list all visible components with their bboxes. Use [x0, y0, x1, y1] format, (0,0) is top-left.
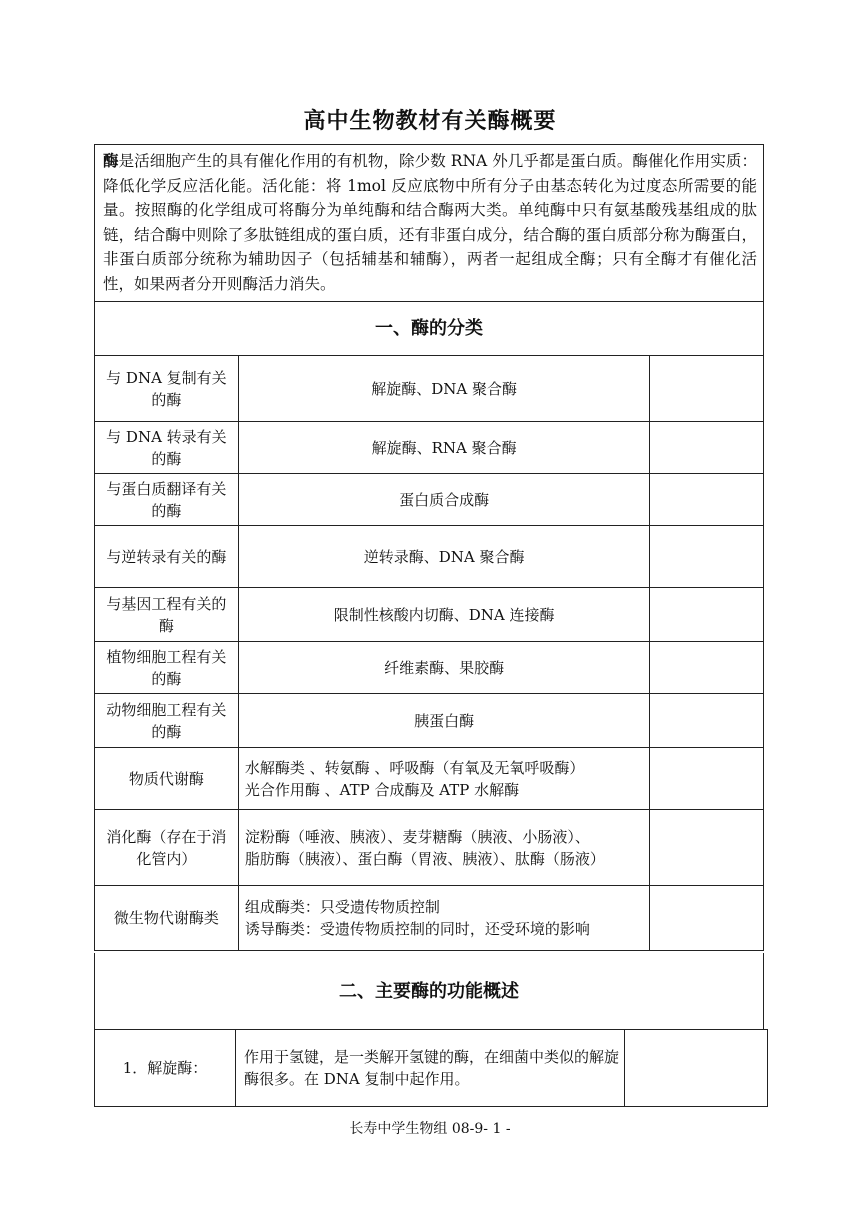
empty-cell [650, 642, 764, 694]
empty-cell [625, 1030, 768, 1107]
table-row [95, 886, 764, 951]
table-row [95, 1030, 768, 1107]
enzyme-category: 物质代谢酶 [95, 748, 239, 810]
enzyme-category: 微生物代谢酶类 [95, 886, 239, 951]
page-footer: 长寿中学生物组 08-9- 1 - [349, 1121, 511, 1137]
enzyme-category: 植物细胞工程有关的酶 [95, 642, 239, 694]
intro-lead: 酶 [103, 151, 119, 170]
table-row [95, 526, 764, 588]
enzyme-list-line: 淀粉酶（唾液、胰液）、麦芽糖酶（胰液、小肠液）、 [244, 827, 590, 846]
enzyme-list [238, 810, 649, 886]
enzyme-list [238, 588, 649, 642]
table-row [95, 810, 764, 886]
enzyme-list [238, 642, 649, 694]
table-row [95, 588, 764, 642]
page-title: 高中生物教材有关酶概要 [303, 108, 557, 134]
section-heading-classification: 一、酶的分类 [94, 301, 764, 356]
enzyme-category: 与 DNA 复制有关的酶 [95, 356, 239, 422]
enzyme-list [238, 748, 649, 810]
enzyme-list [238, 526, 649, 588]
enzyme-list-line: 诱导酶类：受遗传物质控制的同时，还受环境的影响 [244, 920, 590, 938]
table-row [95, 356, 764, 422]
enzyme-category: 与 DNA 转录有关的酶 [95, 422, 239, 474]
enzyme-list [238, 474, 649, 526]
enzyme-list [238, 356, 649, 422]
enzyme-list-line: 逆转录酶、DNA 聚合酶 [363, 547, 525, 566]
enzyme-name: 1．解旋酶： [95, 1030, 236, 1107]
enzyme-list-line: 组成酶类：只受遗传物质控制 [244, 898, 440, 916]
empty-cell [650, 474, 764, 526]
enzyme-function-table [94, 1029, 768, 1107]
empty-cell [650, 694, 764, 748]
enzyme-category: 消化酶（存在于消化管内） [95, 810, 239, 886]
enzyme-category: 与基因工程有关的酶 [95, 588, 239, 642]
table-row [95, 694, 764, 748]
empty-cell [650, 588, 764, 642]
empty-cell [650, 748, 764, 810]
enzyme-category: 动物细胞工程有关的酶 [95, 694, 239, 748]
enzyme-list-line: 限制性核酸内切酶、DNA 连接酶 [333, 605, 555, 624]
empty-cell [650, 526, 764, 588]
enzyme-classification-table [94, 355, 764, 951]
empty-cell [650, 886, 764, 951]
empty-cell [650, 422, 764, 474]
enzyme-list [238, 422, 649, 474]
table-row [95, 474, 764, 526]
enzyme-list-line: 水解酶类 、转氨酶 、呼吸酶（有氧及无氧呼吸酶） [244, 758, 585, 777]
empty-cell [650, 356, 764, 422]
table-row [95, 422, 764, 474]
enzyme-category: 与蛋白质翻译有关的酶 [95, 474, 239, 526]
enzyme-list-line: 纤维素酶、果胶酶 [384, 658, 505, 677]
enzyme-list-line: 光合作用酶 、ATP 合成酶及 ATP 水解酶 [244, 780, 520, 799]
enzyme-list-line: 脂肪酶（胰液）、蛋白酶（胃液、胰液）、肽酶（肠液） [244, 849, 605, 868]
enzyme-list [238, 886, 649, 951]
enzyme-list-line: 解旋酶、DNA 聚合酶 [371, 379, 517, 398]
enzyme-list-line: 胰蛋白酶 [414, 711, 475, 730]
enzyme-list-line: 蛋白质合成酶 [399, 490, 490, 509]
section-heading-functions: 二、主要酶的功能概述 [94, 953, 764, 1030]
enzyme-description: 作用于氢键，是一类解开氢键的酶，在细菌中类似的解旋酶很多。在 DNA 复制中起作用。 [236, 1030, 625, 1107]
table-row [95, 748, 764, 810]
empty-cell [650, 810, 764, 886]
table-row [95, 642, 764, 694]
enzyme-list [238, 694, 649, 748]
enzyme-list-line: 解旋酶、RNA 聚合酶 [371, 438, 517, 457]
enzyme-category: 与逆转录有关的酶 [95, 526, 239, 588]
intro-text: 是活细胞产生的具有催化作用的有机物，除少数 RNA 外几乎都是蛋白质。酶催化作用实质：降低化学反应活化能。活化能：将 1mol 反应底物中所有分子由基态转化为过度态所需要的能量。按照酶的化学组成可将酶分为单纯酶和结合酶两大类。单纯酶中只有氨基酸残基组成的肽链，结合酶中则除了多肽链组成的蛋白质，还有非蛋白成分，结合酶的蛋白质部分称为酶蛋白，非蛋白质部分统称为辅助因子（包括辅基和辅酶），两者一起组成全酶；只有全酶才有催化活性，如果两者分开则酶活力消失。 [103, 152, 757, 293]
intro-paragraph [94, 144, 764, 302]
